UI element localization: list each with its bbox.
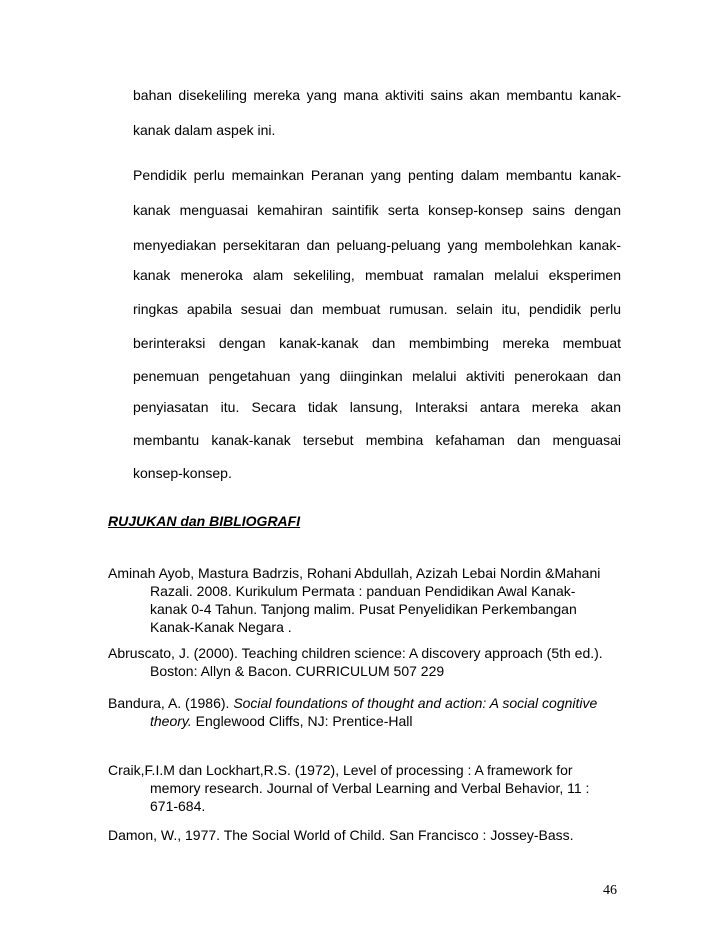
reference-line <box>108 712 628 730</box>
reference-line: 671-684. <box>150 798 206 814</box>
body-text-line: konsep-konsep. <box>133 465 232 481</box>
reference-entry <box>108 644 628 680</box>
reference-title: Social foundations of thought and action: A social cognitive <box>233 695 598 711</box>
body-text-line: kanak dalam aspek ini. <box>133 122 276 138</box>
body-text-line: penemuan pengetahuan yang diinginkan melalui aktiviti penerokaan dan <box>133 368 621 384</box>
body-text-line: bahan disekeliling mereka yang mana aktiviti sains akan membantu kanak- <box>133 87 621 103</box>
body-text-line: ringkas apabila sesuai dan membuat rumusan. selain itu, pendidik perlu <box>133 301 621 317</box>
reference-title: theory. <box>150 713 192 729</box>
section-heading: RUJUKAN dan BIBLIOGRAFI <box>108 513 301 529</box>
body-text-line: membantu kanak-kanak tersebut membina kefahaman dan menguasai <box>133 432 621 448</box>
body-text-line: Pendidik perlu memainkan Peranan yang penting dalam membantu kanak- <box>133 167 621 183</box>
reference-line: Craik,F.I.M dan Lockhart,R.S. (1972), Level of processing : A framework for <box>108 762 573 778</box>
reference-line: Aminah Ayob, Mastura Badrzis, Rohani Abdullah, Azizah Lebai Nordin &Mahani <box>108 565 601 581</box>
body-text-line: berinteraksi dengan kanak-kanak dan membimbing mereka membuat <box>133 335 621 351</box>
reference-entry <box>108 694 628 730</box>
body-text-line: kanak meneroka alam sekeliling, membuat ramalan melalui eksperimen <box>133 267 621 283</box>
reference-line: memory research. Journal of Verbal Learning and Verbal Behavior, 11 : <box>150 780 590 796</box>
page-number: 46 <box>603 883 617 898</box>
reference-author: Bandura, A. (1986). <box>108 695 234 711</box>
reference-entry <box>108 761 628 815</box>
body-text-line: menyediakan persekitaran dan peluang-peluang yang membolehkan kanak- <box>133 237 621 253</box>
reference-line: kanak 0-4 Tahun. Tanjong malim. Pusat Penyelidikan Perkembangan <box>150 601 577 617</box>
reference-line <box>108 694 628 712</box>
reference-line: Boston: Allyn & Bacon. CURRICULUM 507 229 <box>150 663 445 679</box>
reference-line: Damon, W., 1977. The Social World of Child. San Francisco : Jossey-Bass. <box>108 827 574 843</box>
body-text-line: penyiasatan itu. Secara tidak lansung, Interaksi antara mereka akan <box>133 399 621 415</box>
reference-line: Abruscato, J. (2000). Teaching children science: A discovery approach (5th ed.). <box>108 645 603 661</box>
reference-entry <box>108 826 628 844</box>
reference-line: Razali. 2008. Kurikulum Permata : panduan Pendidikan Awal Kanak- <box>150 583 576 599</box>
reference-entry <box>108 564 628 636</box>
body-text-line: kanak menguasai kemahiran saintifik serta konsep-konsep sains dengan <box>133 202 621 218</box>
reference-line: Kanak-Kanak Negara . <box>150 619 292 635</box>
reference-publisher: Englewood Cliffs, NJ: Prentice-Hall <box>191 713 413 729</box>
